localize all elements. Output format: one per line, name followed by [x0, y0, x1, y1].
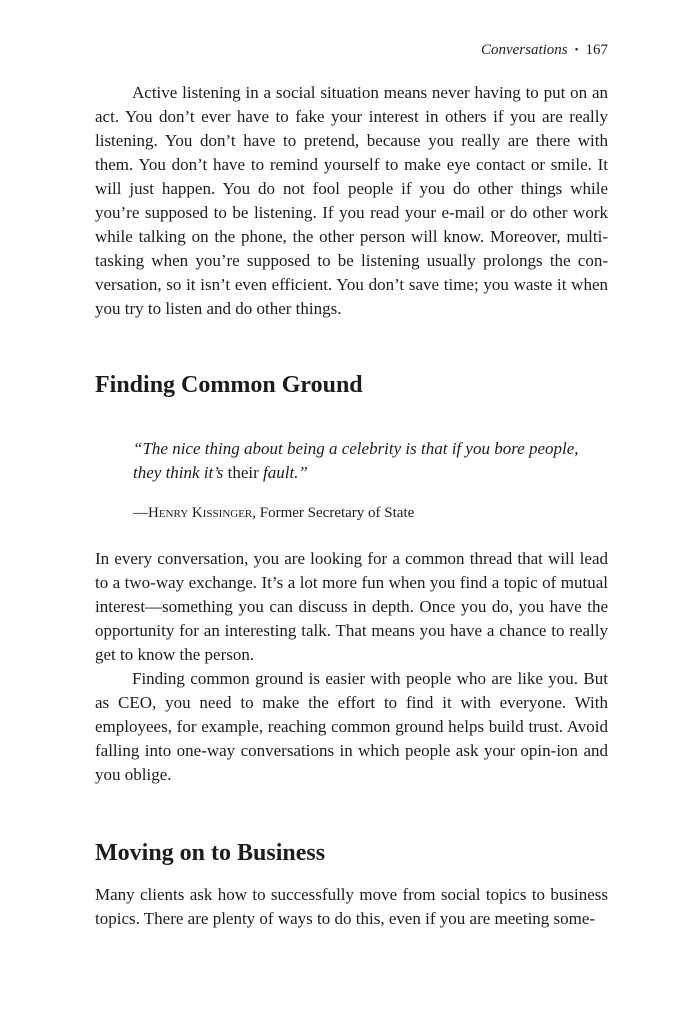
- attribution-dash: —: [133, 505, 148, 521]
- section-heading-moving-on-to-business: Moving on to Business: [95, 840, 326, 866]
- page-number: 167: [585, 42, 608, 58]
- attribution-name: Henry Kissinger: [148, 505, 253, 521]
- attribution-title: , Former Secretary of State: [252, 505, 415, 521]
- section-heading-finding-common-ground: Finding Common Ground: [95, 372, 363, 398]
- common-ground-text-block: [95, 547, 608, 787]
- running-head: [481, 40, 608, 60]
- body-paragraph-social-to-business: Many clients ask how to successfully move from social topics to business topics. There are plenty of ways to do this, even if you are meeting some-: [95, 885, 608, 928]
- body-paragraph-easier-with-like-people: Finding common ground is easier with people who are like you. But as CEO, you need to make the effort to find it with everyone. With employees, for example, reaching common ground helps build trust. Avoid falling into one-way conversations in which people ask your opin-ion and you oblige.: [95, 669, 608, 784]
- section-heading-block: [95, 370, 608, 400]
- epigraph-quote-part1: “The nice thing about being a celebrity is that if you bore people, they think it’s: [133, 439, 579, 482]
- running-head-title: Conversations: [480, 42, 568, 58]
- epigraph-quote-emphasis: their: [227, 463, 259, 482]
- epigraph-attribution: [133, 503, 608, 523]
- section-heading-block-2: [95, 838, 608, 868]
- epigraph-quote: [133, 437, 608, 485]
- body-paragraph-active-listening: Active listening in a social situation means never having to put on an act. You don’t ever have to fake your interest in others if you are really listening. You don’t have to pretend, because you really are there with them. You don’t have to remind yourself to make eye contact or smile. It will just happen. You do not fool people if you do other things while you’re supposed to be listening. If you read your e-mail or do other work while talking on the phone, the other person will know. Moreover, multi-tasking when you’re supposed to be listening usually prolongs the con-versation, so it isn’t even efficient. You don’t save time; you waste it when you try to listen and do other things.: [95, 83, 608, 318]
- running-head-bullet: •: [574, 44, 579, 56]
- epigraph: [133, 437, 608, 523]
- epigraph-quote-part2: fault.”: [258, 463, 308, 482]
- business-text-block: [95, 883, 608, 931]
- opening-paragraph-block: [95, 81, 608, 321]
- body-paragraph-common-thread: In every conversation, you are looking for a common thread that will lead to a two-way exchange. It’s a lot more fun when you find a topic of mutual interest—something you can discuss in depth. Once you do, you have the opportunity for an interesting talk. That means you have a chance to really get to know the person.: [95, 549, 608, 664]
